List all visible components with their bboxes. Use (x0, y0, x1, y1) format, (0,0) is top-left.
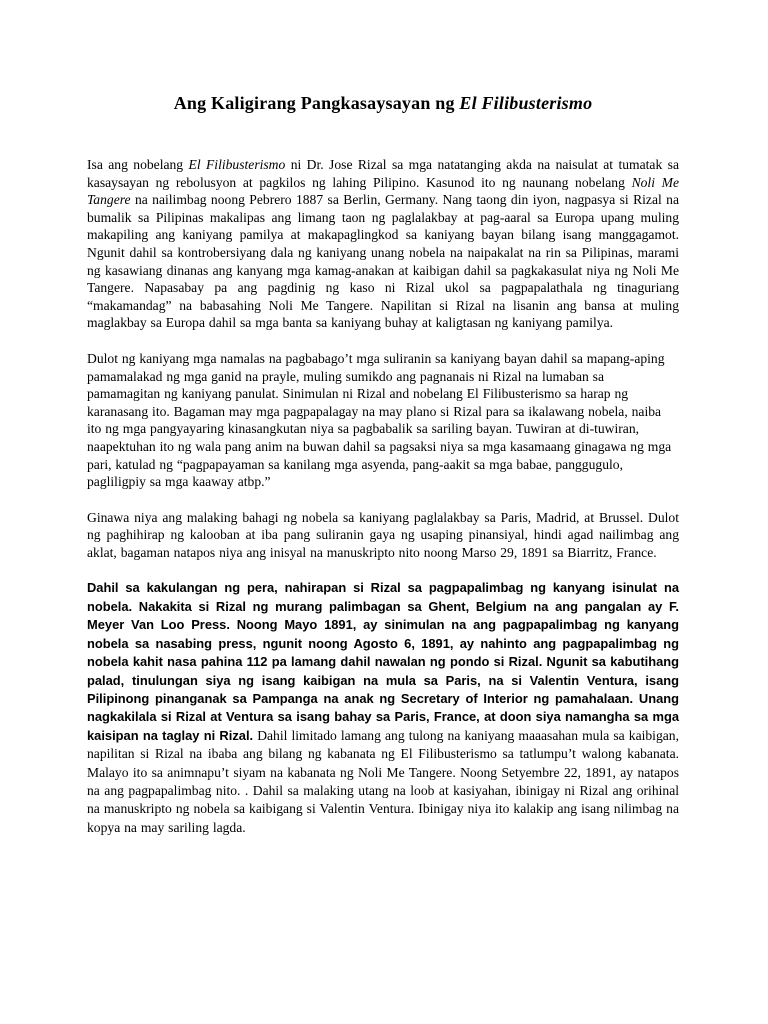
paragraph-intro-italic-el-filibusterismo: El Filibusterismo (188, 157, 286, 172)
paragraph-travel-manuscript: Ginawa niya ang malaking bahagi ng nobela sa kaniyang paglalakbay sa Paris, Madrid, at Brussel. Dulot ng paghihirap ng kalooban at iba pang suliranin gaya ng usaping pinansiyal, hindi agad nailimbag ang aklat, bagaman natapos niya ang inisyal na manuskripto nito noong Marso 29, 1891 sa Biarritz, France. (87, 509, 679, 560)
paragraph-publication-bold-run: Dahil sa kakulangan ng pera, nahirapan si Rizal sa pagpapalimbag ng kanyang isinulat na nobela. Nakakita si Rizal ng murang palimbagan sa Ghent, Belgium na ang pangalan ay F. Meyer Van Loo Press. Noong Mayo 1891, ay sinimulan na ang pagpapalimbag ng kanyang nobela sa nasabing press, ngunit noong Agosto 6, 1891, ay nahinto ang pagpapalimbag ng nobela kahit nasa pahina 112 pa lamang dahil nawalan ng pondo si Rizal. Ngunit sa kabutihang palad, tinulungan siya ng isang kaibigan na mula sa Paris, na si Valentin Ventura, isang Pilipinong pinanganak sa Pampanga na anak ng Secretary of Interior ng pamahalaan. Unang nagkakilala si Rizal at Ventura sa isang bahay sa Paris, France, at doon siya namangha sa mga kaisipan na taglay ni Rizal. (87, 580, 679, 743)
page-title-italic: El Filibusterismo (459, 93, 593, 113)
paragraph-intro-run-3: na nailimbag noong Pebrero 1887 sa Berlin, Germany. Nang taong din iyon, nagpasya si Rizal na bumalik sa Pilipinas makalipas ang limang taon ng paglalakbay at pag-aaral sa Europa upang muling makapiling ang kaniyang pamilya at makapaglingkod sa kaniyang bayan bilang isang manggagamot. Ngunit dahil sa kontrobersiyang dala ng kaniyang unang nobela na naipakalat na rin sa Pilipinas, marami ng kasawiang dinanas ang kanyang mga kamag-anakan at kaibigan dahil sa pagkakasulat niya ng Noli Me Tangere. Napasabay pa ang pagdinig ng kaso ni Rizal ukol sa pagpapalathala ng tinaguriang “makamandag” na babasahing Noli Me Tangere. Napilitan si Rizal na lisanin ang bansa at muling maglakbay sa Europa dahil sa mga banta sa kaniyang buhay at kaligtasan ng kaniyang pamilya. (87, 192, 679, 331)
paragraph-intro-run-2: ni Dr. Jose Rizal sa mga natatanging akda na naisulat at tumatak sa kasaysayan ng rebolusyon at pagkilos ng lahing Pilipino. Kasunod ito ng naunang nobelang (87, 157, 679, 190)
paragraph-intro-run-1: Isa ang nobelang (87, 157, 189, 172)
page-title-text: Ang Kaligirang Pangkasaysayan ng (173, 93, 460, 113)
paragraph-intro (87, 156, 679, 332)
paragraph-publication-serif-run: Dahil limitado lamang ang tulong na kaniyang maaasahan mula sa kaibigan, napilitan si Rizal na ibaba ang bilang ng kabanata ng El Filibusterismo sa tatlumpu’t walong kabanata. Malayo ito sa animnapu’t siyam na kabanata ng Noli Me Tangere. Noong Setyembre 22, 1891, ay natapos na ang pagpapalimbag nito. . Dahil sa malaking utang na loob at kasiyahan, ibinigay ni Rizal ang orihinal na manuskripto ng nobela sa kaibigang si Valentin Ventura. Ibinigay niya ito kalakip ang isang nilimbag na kopya na may sariling lagda. (87, 727, 679, 835)
page-title (87, 93, 679, 114)
paragraph-publication (87, 579, 679, 837)
document-content (87, 0, 679, 855)
paragraph-intro-italic-noli-me-tangere: Noli Me Tangere (87, 174, 679, 208)
paragraph-writing-motivation: Dulot ng kaniyang mga namalas na pagbabago’t mga suliranin sa kaniyang bayan dahil sa mapang-aping pamamalakad ng mga ganid na prayle, muling sumikdo ang pagnanais ni Rizal na lumaban sa pamamagitan ng kaniyang panulat. Sinimulan ni Rizal and nobelang El Filibusterismo sa harap ng karanasang ito. Bagaman may mga pagpapalagay na may plano si Rizal para sa ikalawang nobela, naiba ito ng mga pangyayaring kinasangkutan niya sa pagbabalik sa sariling bayan. Tuwiran at di-tuwiran, naapektuhan ito ng wala pang anim na buwan dahil sa pagsaksi niya sa mga kasamaang ginagawa ng mga pari, katulad ng “pagpapayaman sa kanilang mga asyenda, pang-aakit sa mga babae, panggugulo, pagliligpiy sa mga kaaway atbp.” (87, 350, 672, 490)
